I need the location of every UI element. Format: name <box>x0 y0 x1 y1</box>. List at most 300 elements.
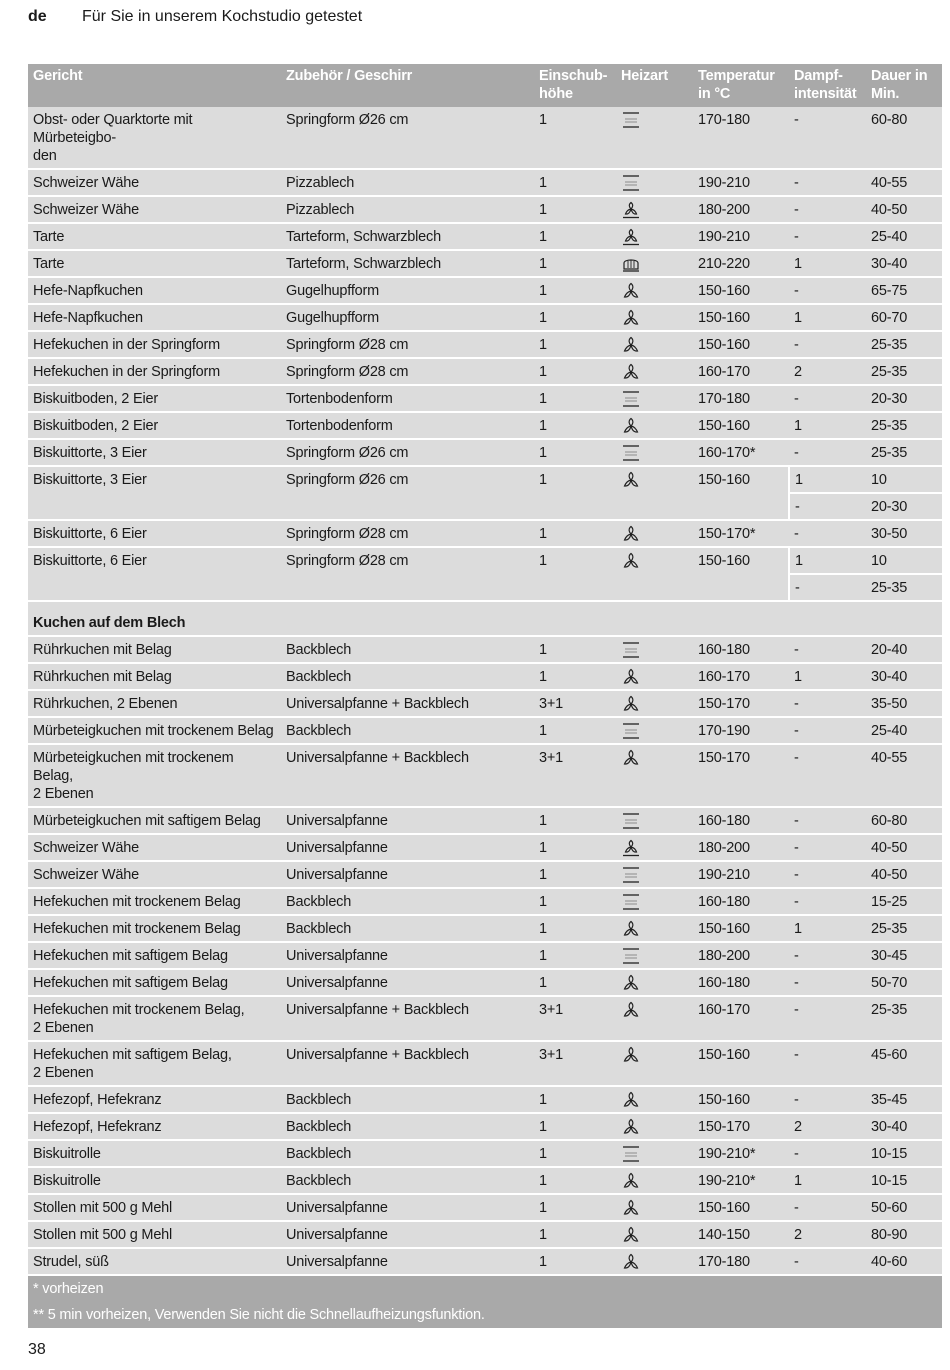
footnote-row <box>28 1302 942 1328</box>
temperature-cell: 150-160 <box>693 304 789 331</box>
table-row <box>28 385 942 412</box>
dish-cell: Hefekuchen mit saftigem Belag <box>28 969 281 996</box>
table-row <box>28 358 942 385</box>
dish-cell: Biskuitboden, 2 Eier <box>28 412 281 439</box>
duration-cell: 25-35 <box>866 439 942 466</box>
duration-cell: 25-35 <box>866 574 942 601</box>
steam-cell: - <box>789 223 866 250</box>
pizza-setting-icon <box>621 201 641 219</box>
steam-cell: 1 <box>789 915 866 942</box>
temperature-cell: 190-210 <box>693 861 789 888</box>
level-cell: 1 <box>534 636 616 663</box>
level-cell: 1 <box>534 1113 616 1140</box>
heating-cell <box>616 834 693 861</box>
table-row <box>28 807 942 834</box>
fan-heat-icon <box>621 417 641 435</box>
dish-cell: Hefekuchen in der Springform <box>28 331 281 358</box>
accessory-cell: Springform Ø26 cm <box>281 107 534 169</box>
heating-cell <box>616 1248 693 1275</box>
steam-cell: - <box>789 331 866 358</box>
accessory-cell: Backblech <box>281 717 534 744</box>
table-row <box>28 744 942 807</box>
page-title: Für Sie in unserem Kochstudio getestet <box>82 8 363 25</box>
section-title: Kuchen auf dem Blech <box>28 601 942 636</box>
duration-cell: 10 <box>866 466 942 493</box>
steam-cell: 1 <box>789 304 866 331</box>
steam-cell: - <box>789 1248 866 1275</box>
level-cell: 1 <box>534 1140 616 1167</box>
dish-cell: Tarte <box>28 223 281 250</box>
dish-cell: Hefekuchen mit saftigem Belag <box>28 942 281 969</box>
steam-cell: - <box>789 807 866 834</box>
table-row <box>28 1221 942 1248</box>
top-bottom-heat-icon <box>621 174 641 192</box>
level-cell: 1 <box>534 807 616 834</box>
steam-cell: - <box>789 107 866 169</box>
heating-cell <box>616 223 693 250</box>
fan-heat-icon <box>621 1046 641 1064</box>
fan-heat-icon <box>621 552 641 570</box>
level-cell: 1 <box>534 969 616 996</box>
level-cell: 1 <box>534 277 616 304</box>
temperature-cell: 150-170 <box>693 1113 789 1140</box>
dish-cell: Mürbeteigkuchen mit saftigem Belag <box>28 807 281 834</box>
page-number: 38 <box>28 1341 46 1358</box>
language-tag: de <box>28 8 47 25</box>
table-row <box>28 969 942 996</box>
level-cell: 1 <box>534 439 616 466</box>
dish-cell: Hefekuchen mit trockenem Belag, 2 Ebenen <box>28 996 281 1041</box>
dish-cell: Stollen mit 500 g Mehl <box>28 1221 281 1248</box>
heating-cell <box>616 663 693 690</box>
top-bottom-heat-icon <box>621 1145 641 1163</box>
dish-cell: Hefekuchen mit trockenem Belag <box>28 915 281 942</box>
duration-cell: 40-60 <box>866 1248 942 1275</box>
steam-cell: - <box>789 969 866 996</box>
accessory-cell: Universalpfanne <box>281 834 534 861</box>
steam-cell: 1 <box>789 547 866 574</box>
heating-cell <box>616 466 693 520</box>
steam-cell: - <box>789 574 866 601</box>
fan-heat-icon <box>621 1199 641 1217</box>
table-row <box>28 996 942 1041</box>
duration-cell: 30-40 <box>866 250 942 277</box>
accessory-cell: Universalpfanne <box>281 969 534 996</box>
table-row <box>28 277 942 304</box>
dish-cell: Schweizer Wähe <box>28 834 281 861</box>
duration-cell: 10-15 <box>866 1140 942 1167</box>
dish-cell: Biskuittorte, 6 Eier <box>28 520 281 547</box>
steam-cell: - <box>789 493 866 520</box>
level-cell: 3+1 <box>534 690 616 717</box>
dish-cell: Rührkuchen mit Belag <box>28 636 281 663</box>
fan-heat-icon <box>621 525 641 543</box>
temperature-cell: 170-180 <box>693 1248 789 1275</box>
accessory-cell: Universalpfanne <box>281 807 534 834</box>
temperature-cell: 210-220 <box>693 250 789 277</box>
accessory-cell: Backblech <box>281 1140 534 1167</box>
dish-cell: Biskuitrolle <box>28 1140 281 1167</box>
temperature-cell: 140-150 <box>693 1221 789 1248</box>
accessory-cell: Universalpfanne + Backblech <box>281 690 534 717</box>
dish-cell: Hefe-Napfkuchen <box>28 277 281 304</box>
heating-cell <box>616 520 693 547</box>
heating-cell <box>616 690 693 717</box>
level-cell: 1 <box>534 385 616 412</box>
steam-cell: - <box>789 861 866 888</box>
table-row <box>28 1248 942 1275</box>
table-row <box>28 1086 942 1113</box>
duration-cell: 40-50 <box>866 861 942 888</box>
dish-cell: Tarte <box>28 250 281 277</box>
accessory-cell: Universalpfanne <box>281 942 534 969</box>
table-row <box>28 547 942 574</box>
accessory-cell: Tortenbodenform <box>281 385 534 412</box>
col-accessory-header: Zubehör / Geschirr <box>281 64 534 107</box>
top-bottom-heat-icon <box>621 641 641 659</box>
duration-cell: 35-45 <box>866 1086 942 1113</box>
level-cell: 1 <box>534 663 616 690</box>
table-row <box>28 1113 942 1140</box>
dish-cell: Rührkuchen mit Belag <box>28 663 281 690</box>
dish-cell: Obst- oder Quarktorte mit Mürbeteigbo- den <box>28 107 281 169</box>
duration-cell: 20-40 <box>866 636 942 663</box>
fan-heat-icon <box>621 749 641 767</box>
accessory-cell: Gugelhupfform <box>281 304 534 331</box>
duration-cell: 50-70 <box>866 969 942 996</box>
steam-cell: - <box>789 520 866 547</box>
steam-cell: - <box>789 1140 866 1167</box>
fan-heat-icon <box>621 336 641 354</box>
accessory-cell: Gugelhupfform <box>281 277 534 304</box>
accessory-cell: Tortenbodenform <box>281 412 534 439</box>
accessory-cell: Backblech <box>281 915 534 942</box>
dish-cell: Hefe-Napfkuchen <box>28 304 281 331</box>
accessory-cell: Backblech <box>281 663 534 690</box>
heating-cell <box>616 250 693 277</box>
fan-heat-icon <box>621 1226 641 1244</box>
dish-cell: Hefekuchen mit trockenem Belag <box>28 888 281 915</box>
footnote: ** 5 min vorheizen, Verwenden Sie nicht die Schnellaufheizungsfunktion. <box>28 1302 942 1328</box>
temperature-cell: 190-210 <box>693 169 789 196</box>
heating-cell <box>616 744 693 807</box>
temperature-cell: 150-170 <box>693 690 789 717</box>
heating-cell <box>616 861 693 888</box>
steam-cell: - <box>789 1041 866 1086</box>
temperature-cell: 190-210 <box>693 223 789 250</box>
steam-cell: - <box>789 996 866 1041</box>
duration-cell: 25-40 <box>866 223 942 250</box>
level-cell: 3+1 <box>534 1041 616 1086</box>
fan-heat-icon <box>621 695 641 713</box>
fan-heat-icon <box>621 974 641 992</box>
footnote-row <box>28 1275 942 1302</box>
duration-cell: 25-35 <box>866 331 942 358</box>
pizza-setting-icon <box>621 839 641 857</box>
table-row <box>28 915 942 942</box>
fan-heat-icon <box>621 1172 641 1190</box>
temperature-cell: 150-160 <box>693 547 789 601</box>
dish-cell: Schweizer Wähe <box>28 861 281 888</box>
steam-cell: - <box>789 744 866 807</box>
duration-cell: 40-50 <box>866 834 942 861</box>
temperature-cell: 190-210* <box>693 1167 789 1194</box>
level-cell: 1 <box>534 1194 616 1221</box>
dish-cell: Schweizer Wähe <box>28 196 281 223</box>
steam-cell: - <box>789 717 866 744</box>
table-row <box>28 412 942 439</box>
fan-heat-icon <box>621 920 641 938</box>
level-cell: 1 <box>534 717 616 744</box>
table-row <box>28 834 942 861</box>
heating-cell <box>616 439 693 466</box>
table-row <box>28 169 942 196</box>
level-cell: 3+1 <box>534 996 616 1041</box>
dish-cell: Biskuitboden, 2 Eier <box>28 385 281 412</box>
heating-cell <box>616 277 693 304</box>
accessory-cell: Universalpfanne + Backblech <box>281 996 534 1041</box>
temperature-cell: 150-160 <box>693 412 789 439</box>
temperature-cell: 150-160 <box>693 1086 789 1113</box>
accessory-cell: Pizzablech <box>281 169 534 196</box>
dish-cell: Mürbeteigkuchen mit trockenem Belag <box>28 717 281 744</box>
top-bottom-heat-icon <box>621 111 641 129</box>
duration-cell: 30-45 <box>866 942 942 969</box>
table-row <box>28 1140 942 1167</box>
accessory-cell: Backblech <box>281 636 534 663</box>
accessory-cell: Tarteform, Schwarzblech <box>281 250 534 277</box>
dish-cell: Biskuittorte, 6 Eier <box>28 547 281 601</box>
temperature-cell: 170-190 <box>693 717 789 744</box>
fan-heat-icon <box>621 1118 641 1136</box>
table-row <box>28 331 942 358</box>
accessory-cell: Backblech <box>281 1167 534 1194</box>
steam-cell: 1 <box>789 250 866 277</box>
duration-cell: 80-90 <box>866 1221 942 1248</box>
col-duration-header: Dauer in Min. <box>866 64 942 107</box>
level-cell: 1 <box>534 520 616 547</box>
dish-cell: Hefezopf, Hefekranz <box>28 1113 281 1140</box>
duration-cell: 10 <box>866 547 942 574</box>
steam-cell: 1 <box>789 466 866 493</box>
accessory-cell: Tarteform, Schwarzblech <box>281 223 534 250</box>
accessory-cell: Springform Ø26 cm <box>281 439 534 466</box>
steam-cell: 2 <box>789 1113 866 1140</box>
level-cell: 1 <box>534 861 616 888</box>
heating-cell <box>616 304 693 331</box>
table-row <box>28 466 942 493</box>
top-bottom-heat-icon <box>621 390 641 408</box>
section-row <box>28 601 942 636</box>
heating-cell <box>616 107 693 169</box>
duration-cell: 25-35 <box>866 412 942 439</box>
table-row <box>28 1167 942 1194</box>
level-cell: 1 <box>534 834 616 861</box>
heating-cell <box>616 1194 693 1221</box>
level-cell: 1 <box>534 250 616 277</box>
steam-cell: 1 <box>789 1167 866 1194</box>
temperature-cell: 180-200 <box>693 942 789 969</box>
duration-cell: 60-80 <box>866 807 942 834</box>
dish-cell: Biskuittorte, 3 Eier <box>28 439 281 466</box>
duration-cell: 25-35 <box>866 915 942 942</box>
accessory-cell: Backblech <box>281 1086 534 1113</box>
accessory-cell: Universalpfanne + Backblech <box>281 744 534 807</box>
heating-cell <box>616 1140 693 1167</box>
fan-heat-icon <box>621 309 641 327</box>
table-header-row <box>28 64 942 107</box>
temperature-cell: 160-180 <box>693 807 789 834</box>
duration-cell: 30-50 <box>866 520 942 547</box>
accessory-cell: Universalpfanne <box>281 1248 534 1275</box>
duration-cell: 40-50 <box>866 196 942 223</box>
level-cell: 1 <box>534 942 616 969</box>
level-cell: 3+1 <box>534 744 616 807</box>
level-cell: 1 <box>534 169 616 196</box>
accessory-cell: Springform Ø28 cm <box>281 547 534 601</box>
col-heating-header: Heizart <box>616 64 693 107</box>
table-row <box>28 439 942 466</box>
top-bottom-heat-icon <box>621 444 641 462</box>
heating-cell <box>616 969 693 996</box>
heating-cell <box>616 1221 693 1248</box>
table-row <box>28 304 942 331</box>
heating-cell <box>616 996 693 1041</box>
accessory-cell: Springform Ø28 cm <box>281 520 534 547</box>
steam-cell: - <box>789 834 866 861</box>
table-row <box>28 636 942 663</box>
heating-cell <box>616 1086 693 1113</box>
level-cell: 1 <box>534 1167 616 1194</box>
dish-cell: Stollen mit 500 g Mehl <box>28 1194 281 1221</box>
steam-cell: - <box>789 636 866 663</box>
page-header <box>28 8 362 30</box>
temperature-cell: 160-170* <box>693 439 789 466</box>
table-row <box>28 942 942 969</box>
dish-cell: Rührkuchen, 2 Ebenen <box>28 690 281 717</box>
duration-cell: 25-35 <box>866 358 942 385</box>
top-bottom-heat-icon <box>621 722 641 740</box>
col-temperature-header: Temperatur in °C <box>693 64 789 107</box>
temperature-cell: 150-170 <box>693 744 789 807</box>
pizza-setting-icon <box>621 228 641 246</box>
dish-cell: Schweizer Wähe <box>28 169 281 196</box>
level-cell: 1 <box>534 466 616 520</box>
table-row <box>28 520 942 547</box>
level-cell: 1 <box>534 915 616 942</box>
steam-cell: - <box>789 942 866 969</box>
top-bottom-heat-icon <box>621 947 641 965</box>
dish-cell: Strudel, süß <box>28 1248 281 1275</box>
table-row <box>28 717 942 744</box>
accessory-cell: Pizzablech <box>281 196 534 223</box>
fan-heat-icon <box>621 363 641 381</box>
heating-cell <box>616 1041 693 1086</box>
heating-cell <box>616 1113 693 1140</box>
steam-cell: 2 <box>789 358 866 385</box>
level-cell: 1 <box>534 888 616 915</box>
duration-cell: 60-70 <box>866 304 942 331</box>
table-row <box>28 223 942 250</box>
fan-heat-icon <box>621 1001 641 1019</box>
table-body <box>28 107 942 1328</box>
temperature-cell: 150-170* <box>693 520 789 547</box>
temperature-cell: 160-170 <box>693 996 789 1041</box>
level-cell: 1 <box>534 547 616 601</box>
heating-cell <box>616 942 693 969</box>
level-cell: 1 <box>534 412 616 439</box>
table-row <box>28 107 942 169</box>
steam-cell: 2 <box>789 1221 866 1248</box>
temperature-cell: 190-210* <box>693 1140 789 1167</box>
duration-cell: 20-30 <box>866 493 942 520</box>
level-cell: 1 <box>534 223 616 250</box>
accessory-cell: Springform Ø28 cm <box>281 331 534 358</box>
fan-heat-icon <box>621 1091 641 1109</box>
table-row <box>28 196 942 223</box>
accessory-cell: Universalpfanne <box>281 861 534 888</box>
accessory-cell: Backblech <box>281 1113 534 1140</box>
temperature-cell: 150-160 <box>693 331 789 358</box>
steam-cell: - <box>789 690 866 717</box>
steam-cell: - <box>789 385 866 412</box>
heating-cell <box>616 331 693 358</box>
level-cell: 1 <box>534 331 616 358</box>
table-row <box>28 690 942 717</box>
steam-cell: - <box>789 888 866 915</box>
temperature-cell: 170-180 <box>693 385 789 412</box>
steam-bread-icon <box>621 255 641 273</box>
temperature-cell: 160-180 <box>693 969 789 996</box>
accessory-cell: Universalpfanne <box>281 1221 534 1248</box>
temperature-cell: 180-200 <box>693 196 789 223</box>
heating-cell <box>616 547 693 601</box>
accessory-cell: Backblech <box>281 888 534 915</box>
temperature-cell: 180-200 <box>693 834 789 861</box>
table-row <box>28 250 942 277</box>
temperature-cell: 150-160 <box>693 466 789 520</box>
temperature-cell: 150-160 <box>693 277 789 304</box>
table-row <box>28 663 942 690</box>
dish-cell: Mürbeteigkuchen mit trockenem Belag, 2 Ebenen <box>28 744 281 807</box>
level-cell: 1 <box>534 107 616 169</box>
col-steam-header: Dampf- intensität <box>789 64 866 107</box>
heating-cell <box>616 412 693 439</box>
duration-cell: 30-40 <box>866 663 942 690</box>
dish-cell: Biskuitrolle <box>28 1167 281 1194</box>
steam-cell: - <box>789 1086 866 1113</box>
steam-cell: 1 <box>789 663 866 690</box>
level-cell: 1 <box>534 304 616 331</box>
dish-cell: Hefezopf, Hefekranz <box>28 1086 281 1113</box>
heating-cell <box>616 636 693 663</box>
level-cell: 1 <box>534 196 616 223</box>
duration-cell: 40-55 <box>866 169 942 196</box>
duration-cell: 65-75 <box>866 277 942 304</box>
fan-heat-icon <box>621 471 641 489</box>
top-bottom-heat-icon <box>621 866 641 884</box>
steam-cell: - <box>789 1194 866 1221</box>
heating-cell <box>616 915 693 942</box>
temperature-cell: 170-180 <box>693 107 789 169</box>
duration-cell: 35-50 <box>866 690 942 717</box>
duration-cell: 25-35 <box>866 996 942 1041</box>
temperature-cell: 160-170 <box>693 358 789 385</box>
baking-table <box>28 64 942 1328</box>
temperature-cell: 150-160 <box>693 1041 789 1086</box>
level-cell: 1 <box>534 1248 616 1275</box>
level-cell: 1 <box>534 1221 616 1248</box>
